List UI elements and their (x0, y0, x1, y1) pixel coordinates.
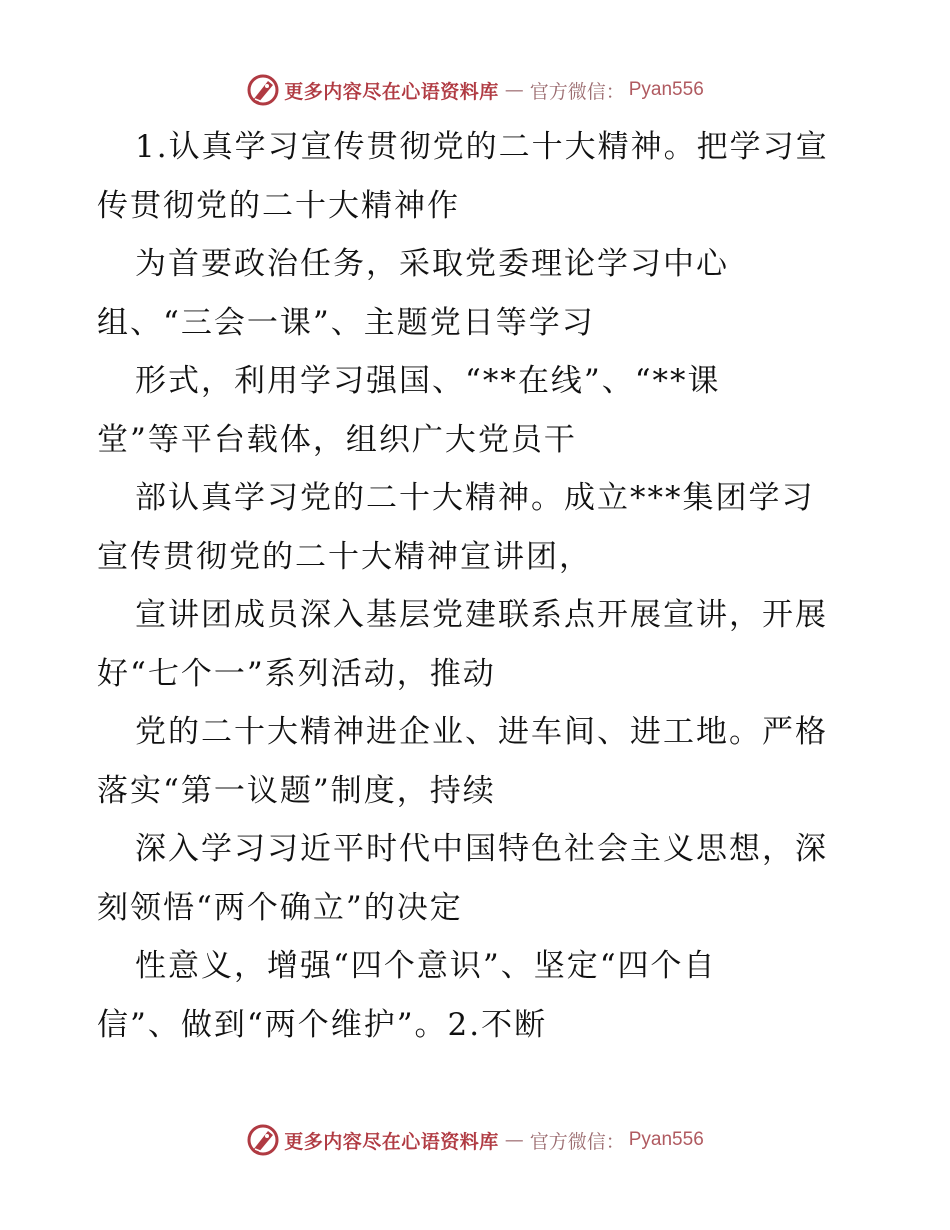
text-line: 性意义，增强“四个意识”、坚定“四个自 (135, 948, 717, 984)
footer-banner-separator: — (504, 1129, 524, 1151)
pen-nib-logo-icon (246, 73, 280, 107)
text-line: 宣讲团成员深入基层党建联系点开展宣讲，开展 (135, 597, 828, 633)
header-wechat-id: Pyan556 (628, 79, 704, 100)
header-banner-separator: — (504, 79, 524, 101)
text-line: 传贯彻党的二十大精神作 (97, 187, 460, 224)
text-line: 1.认真学习宣传贯彻党的二十大精神。把学习宣 (135, 129, 829, 165)
footer-wechat-id: Pyan556 (628, 1129, 704, 1150)
text-line: 好“七个一”系列活动，推动 (97, 655, 496, 692)
header-banner (0, 70, 950, 110)
text-line: 宣传贯彻党的二十大精神宣讲团， (97, 538, 592, 575)
header-banner-content (246, 73, 704, 107)
pen-nib-logo-icon (246, 1123, 280, 1157)
header-wechat-label: 官方微信： (529, 80, 625, 103)
text-line: 党的二十大精神进企业、进车间、进工地。严格 (135, 714, 828, 750)
text-line: 形式，利用学习强国、“**在线”、“**课 (135, 363, 721, 399)
text-line: 刻领悟“两个确立”的决定 (97, 889, 463, 926)
footer-banner-text: 更多内容尽在心语资料库 (284, 1130, 499, 1153)
text-line: 深入学习习近平时代中国特色社会主义思想，深 (135, 831, 828, 867)
footer-wechat-label: 官方微信： (529, 1130, 625, 1153)
text-line: 堂”等平台载体，组织广大党员干 (97, 421, 577, 458)
document-body (97, 118, 877, 1054)
text-line: 为首要政治任务，采取党委理论学习中心 (135, 246, 729, 282)
text-line: 部认真学习党的二十大精神。成立***集团学习 (135, 480, 815, 516)
text-line: 信”、做到“两个维护”。2.不断 (97, 1006, 548, 1043)
text-line: 落实“第一议题”制度，持续 (97, 772, 496, 809)
footer-banner-content (246, 1123, 704, 1157)
header-banner-text: 更多内容尽在心语资料库 (284, 80, 499, 103)
text-line: 组、“三会一课”、主题党日等学习 (97, 304, 595, 341)
footer-banner (0, 1120, 950, 1160)
